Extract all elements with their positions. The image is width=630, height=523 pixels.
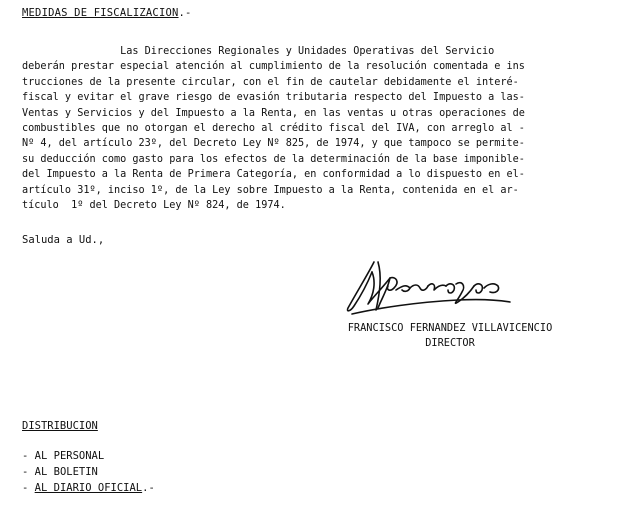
body-paragraph — [22, 44, 618, 213]
signer-block — [314, 321, 586, 351]
signer-title: DIRECTOR — [425, 337, 475, 349]
list-dash: - — [22, 482, 35, 494]
list-item — [22, 480, 155, 496]
body-line: Nº 4, del artículo 23º, del Decreto Ley Nº 825, de 1974, y que tampoco se permite- — [22, 138, 525, 150]
body-line: Ventas y Servicios y del Impuesto a la Renta, en las ventas u otras operaciones de — [22, 107, 525, 119]
body-line: del Impuesto a la Renta de Primera Categoría, en conformidad a lo dispuesto en el- — [22, 169, 525, 181]
handwritten-signature — [338, 256, 518, 318]
body-line: combustibles que no otorgan el derecho al crédito fiscal del IVA, con arreglo al - — [22, 122, 525, 134]
list-dash: - — [22, 466, 35, 478]
closing-greeting: Saluda a Ud., — [22, 234, 105, 246]
body-line: artículo 31º, inciso 1º, de la Ley sobre Impuesto a la Renta, contenida en el ar- — [22, 184, 519, 196]
list-dash: - — [22, 450, 35, 462]
distribution-list — [22, 448, 155, 496]
section-heading — [22, 7, 192, 19]
list-item-label: AL DIARIO OFICIAL — [34, 482, 143, 494]
body-line: trucciones de la presente circular, con el fin de cautelar debidamente el interé- — [22, 76, 519, 88]
body-line: Las Direcciones Regionales y Unidades Operativas del Servicio — [22, 46, 495, 57]
section-heading-title: MEDIDAS DE FISCALIZACION — [22, 7, 179, 19]
body-line: fiscal y evitar el grave riesgo de evasión tributaria respecto del Impuesto a las- — [22, 92, 525, 104]
body-line: tículo 1º del Decreto Ley Nº 824, de 1974. — [22, 199, 286, 211]
list-item — [22, 448, 155, 464]
list-item — [22, 464, 155, 480]
list-item-label: AL PERSONAL — [34, 450, 105, 462]
body-line: su deducción como gasto para los efectos de la determinación de la base imponible- — [22, 153, 525, 165]
signer-name: FRANCISCO FERNANDEZ VILLAVICENCIO — [347, 322, 553, 334]
list-item-label: AL BOLETIN — [34, 466, 98, 478]
distribution-heading: DISTRIBUCION — [22, 420, 98, 432]
body-line: deberán prestar especial atención al cumplimiento de la resolución comentada e ins — [22, 61, 525, 73]
list-item-suffix: .- — [142, 482, 155, 494]
section-heading-suffix: .- — [178, 7, 192, 19]
